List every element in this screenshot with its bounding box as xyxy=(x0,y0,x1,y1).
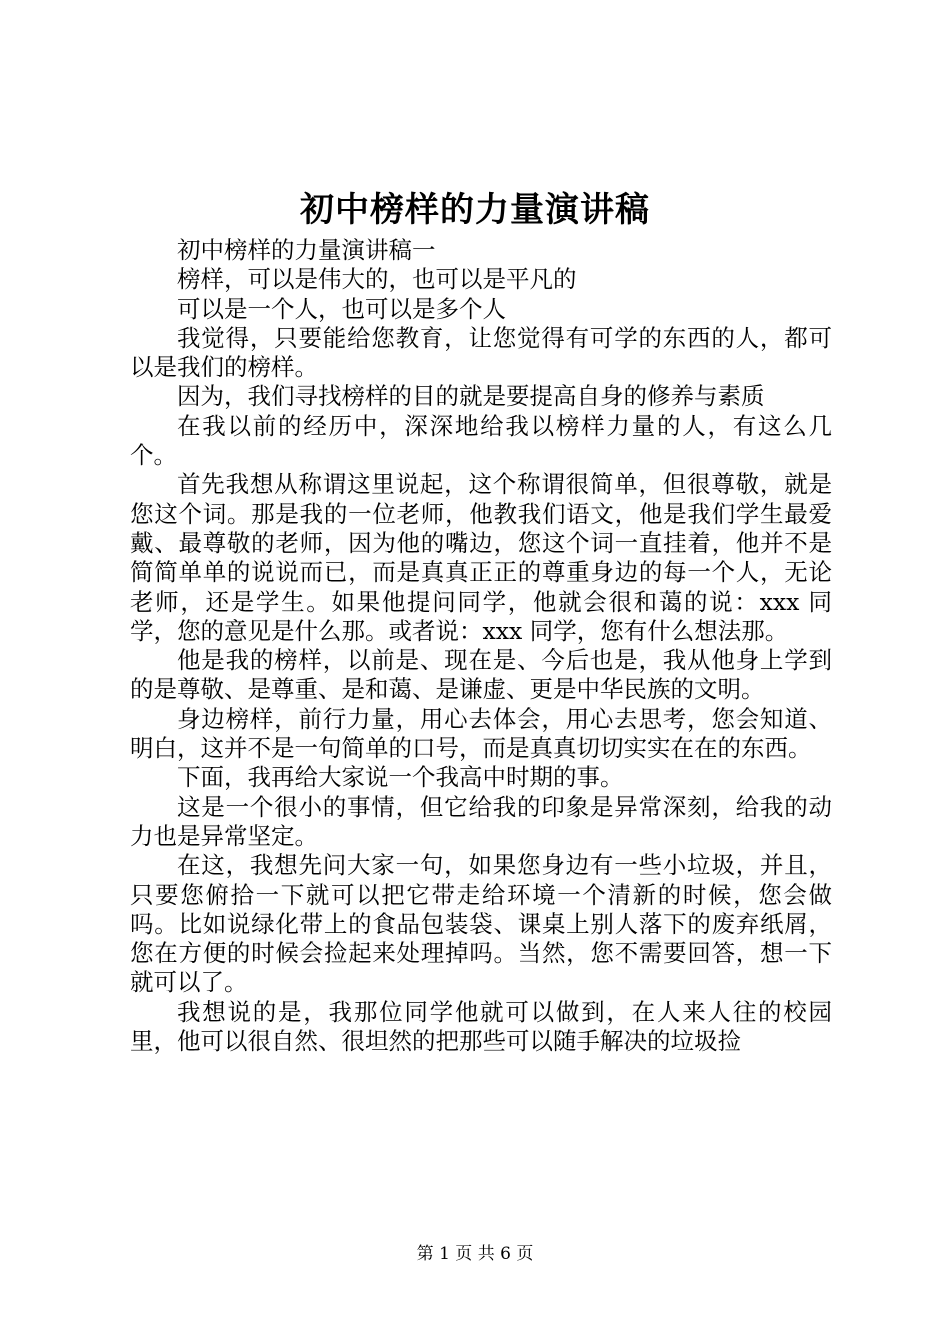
page-number-footer: 第 1 页 共 6 页 xyxy=(416,1244,534,1264)
paragraph: 这是一个很小的事情，但它给我的印象是异常深刻，给我的动力也是异常坚定。 xyxy=(130,792,832,850)
paragraph: 在这，我想先问大家一句，如果您身边有一些小垃圾，并且，只要您俯拾一下就可以把它带走给环境一个清新的时候，您会做吗。比如说绿化带上的食品包装袋、课桌上别人落下的废弃纸屑，您在方便的时候会捡起来处理掉吗。当然，您不需要回答，想一下就可以了。 xyxy=(130,851,832,997)
document-title: 初中榜样的力量演讲稿 xyxy=(300,190,650,230)
paragraph: 身边榜样，前行力量，用心去体会，用心去思考，您会知道、明白，这并不是一句简单的口号，而是真真切切实实在在的东西。 xyxy=(130,704,832,763)
paragraph: 榜样，可以是伟大的，也可以是平凡的 xyxy=(177,265,577,294)
document-body xyxy=(130,236,832,1056)
paragraph: 我想说的是，我那位同学他就可以做到，在人来人往的校园里，他可以很自然、很坦然的把那些可以随手解决的垃圾捡 xyxy=(130,997,832,1056)
paragraph: 可以是一个人，也可以是多个人 xyxy=(177,294,506,323)
paragraph: 下面，我再给大家说一个我高中时期的事。 xyxy=(177,763,624,792)
paragraph: 初中榜样的力量演讲稿一 xyxy=(177,236,436,264)
paragraph: 在我以前的经历中，深深地给我以榜样力量的人，有这么几个。 xyxy=(130,411,832,470)
paragraph: 首先我想从称谓这里说起，这个称谓很简单，但很尊敬，就是您这个词。那是我的一位老师，他教我们语文，他是我们学生最爱戴、最尊敬的老师，因为他的嘴边，您这个词一直挂着，他并不是简简单单的说说而已，而是真真正正的尊重身边的每一个人，无论老师，还是学生。如果他提问同学，他就会很和蔼的说：xxx 同学，您的意见是什么那。或者说：xxx 同学，您有什么想法那。 xyxy=(130,470,832,645)
paragraph: 我觉得，只要能给您教育，让您觉得有可学的东西的人，都可以是我们的榜样。 xyxy=(130,323,832,382)
paragraph: 他是我的榜样，以前是、现在是、今后也是，我从他身上学到的是尊敬、是尊重、是和蔼、是谦虚、更是中华民族的文明。 xyxy=(130,646,832,704)
paragraph: 因为，我们寻找榜样的目的就是要提高自身的修养与素质 xyxy=(177,382,765,411)
